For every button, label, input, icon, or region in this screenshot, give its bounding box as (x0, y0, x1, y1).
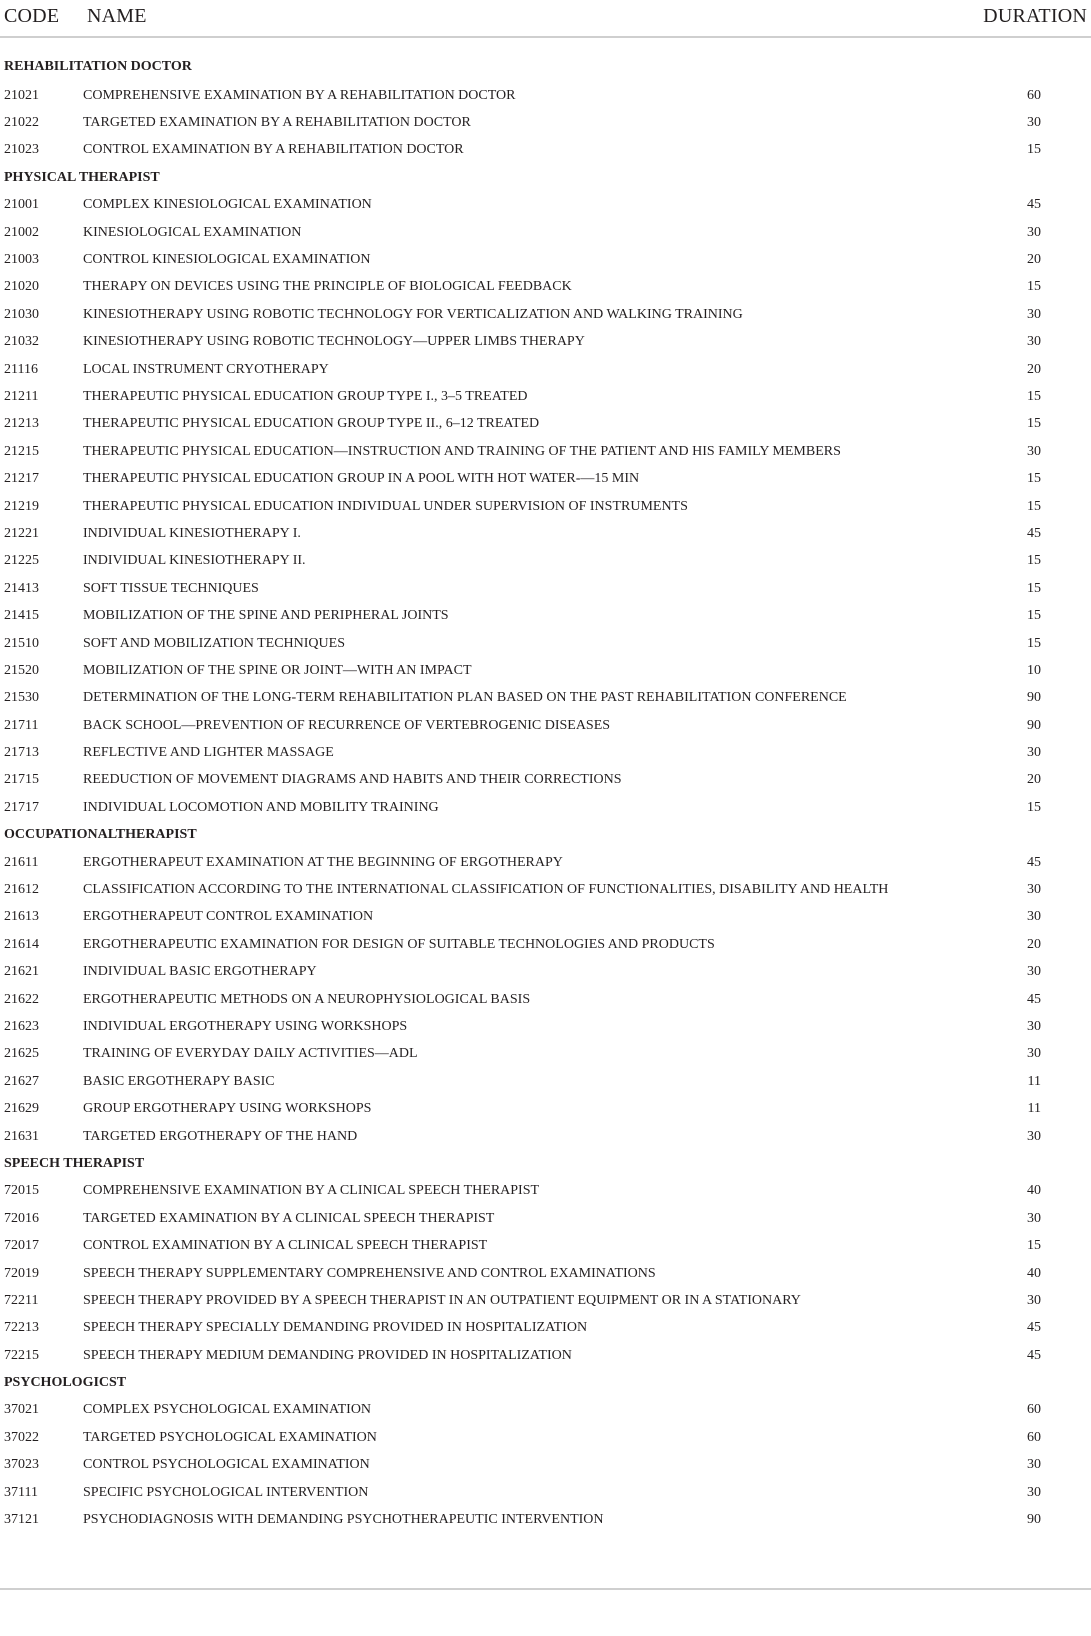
name-cell: TARGETED EXAMINATION BY A CLINICAL SPEECH THERAPIST (83, 1210, 495, 1226)
name-cell: INDIVIDUAL BASIC ERGOTHERAPY (83, 964, 317, 980)
table-row (0, 438, 1091, 465)
duration-cell: 30 (1027, 224, 1041, 240)
name-cell: INDIVIDUAL ERGOTHERAPY USING WORKSHOPS (83, 1018, 408, 1034)
table-row (0, 685, 1091, 712)
table-row (0, 329, 1091, 356)
code-cell: 21510 (4, 635, 39, 651)
name-cell: MOBILIZATION OF THE SPINE OR JOINT—WITH AN IMPACT (83, 662, 472, 678)
duration-cell: 30 (1027, 1484, 1041, 1500)
duration-cell: 15 (1027, 471, 1041, 487)
code-cell: 21003 (4, 252, 39, 268)
duration-cell: 15 (1027, 799, 1041, 815)
duration-cell: 45 (1027, 1320, 1041, 1336)
duration-cell: 15 (1027, 608, 1041, 624)
code-cell: 21614 (4, 936, 39, 952)
name-cell: KINESIOTHERAPY USING ROBOTIC TECHNOLOGY—UPPER LIMBS THERAPY (83, 334, 585, 350)
duration-cell: 15 (1027, 635, 1041, 651)
code-cell: 72016 (4, 1210, 39, 1226)
name-cell: THERAPEUTIC PHYSICAL EDUCATION GROUP TYPE I., 3–5 TREATED (83, 388, 528, 404)
code-cell: 21621 (4, 964, 39, 980)
table-row (0, 1095, 1091, 1122)
duration-cell: 11 (1027, 1101, 1041, 1117)
duration-cell: 15 (1027, 580, 1041, 596)
code-cell: 21215 (4, 443, 39, 459)
table-row (0, 246, 1091, 273)
duration-cell: 45 (1027, 854, 1041, 870)
group-header-row (0, 37, 1091, 82)
table-row (0, 548, 1091, 575)
table-row (0, 1287, 1091, 1314)
code-cell: 21530 (4, 690, 39, 706)
code-cell: 37121 (4, 1512, 39, 1528)
group-title: OCCUPATIONALTHERAPIST (4, 827, 197, 843)
name-cell: ERGOTHERAPEUTIC EXAMINATION FOR DESIGN OF SUITABLE TECHNOLOGIES AND PRODUCTS (83, 936, 715, 952)
group-header-row (0, 164, 1091, 191)
code-cell: 21023 (4, 142, 39, 158)
table-row (0, 959, 1091, 986)
name-cell: SPEECH THERAPY SUPPLEMENTARY COMPREHENSIVE AND CONTROL EXAMINATIONS (83, 1265, 656, 1281)
code-cell: 21213 (4, 416, 39, 432)
table-row (0, 219, 1091, 246)
group-title: PSYCHOLOGICST (4, 1375, 127, 1391)
code-cell: 21713 (4, 745, 39, 761)
table-row (0, 1041, 1091, 1068)
table-header-row (0, 0, 1091, 37)
code-cell: 21627 (4, 1073, 39, 1089)
table-row (0, 493, 1091, 520)
name-cell: THERAPEUTIC PHYSICAL EDUCATION GROUP TYPE II., 6–12 TREATED (83, 416, 540, 432)
table-row (0, 1232, 1091, 1259)
table-row (0, 1068, 1091, 1095)
duration-cell: 90 (1027, 690, 1041, 706)
table-row (0, 411, 1091, 438)
code-cell: 21629 (4, 1101, 39, 1117)
table-row (0, 383, 1091, 410)
table-row (0, 1205, 1091, 1232)
table-row (0, 767, 1091, 794)
name-cell: CLASSIFICATION ACCORDING TO THE INTERNATIONAL CLASSIFICATION OF FUNCTIONALITIES, DISABILITY AND HEALTH (83, 882, 889, 898)
table-row (0, 1452, 1091, 1479)
code-cell: 21217 (4, 471, 39, 487)
header-code: CODE (4, 5, 60, 27)
header-duration: DURATION (983, 5, 1087, 27)
duration-cell: 30 (1027, 745, 1041, 761)
table-row (0, 109, 1091, 136)
code-cell: 21032 (4, 334, 39, 350)
code-cell: 21631 (4, 1128, 39, 1144)
name-cell: BACK SCHOOL—PREVENTION OF RECURRENCE OF VERTEBROGENIC DISEASES (83, 717, 611, 733)
name-cell: COMPREHENSIVE EXAMINATION BY A CLINICAL SPEECH THERAPIST (83, 1183, 540, 1199)
name-cell: TARGETED ERGOTHERAPY OF THE HAND (83, 1128, 358, 1144)
table-row (0, 602, 1091, 629)
duration-cell: 30 (1027, 1018, 1041, 1034)
code-cell: 21022 (4, 115, 39, 131)
code-cell: 21623 (4, 1018, 39, 1034)
table-row (0, 794, 1091, 821)
name-cell: PSYCHODIAGNOSIS WITH DEMANDING PSYCHOTHERAPEUTIC INTERVENTION (83, 1512, 604, 1528)
name-cell: LOCAL INSTRUMENT CRYOTHERAPY (83, 361, 329, 377)
table-row (0, 1342, 1091, 1369)
code-cell: 72215 (4, 1347, 39, 1363)
name-cell: CONTROL EXAMINATION BY A CLINICAL SPEECH THERAPIST (83, 1238, 488, 1254)
code-cell: 21613 (4, 909, 39, 925)
code-cell: 21219 (4, 498, 39, 514)
table-row (0, 520, 1091, 547)
table-row (0, 657, 1091, 684)
code-cell: 21715 (4, 772, 39, 788)
duration-cell: 30 (1027, 443, 1041, 459)
duration-cell: 15 (1027, 388, 1041, 404)
duration-cell: 15 (1027, 142, 1041, 158)
code-cell: 72213 (4, 1320, 39, 1336)
duration-cell: 60 (1027, 87, 1041, 103)
table-row (0, 1506, 1091, 1533)
code-cell: 72211 (4, 1292, 39, 1308)
table-row (0, 82, 1091, 109)
name-cell: COMPLEX KINESIOLOGICAL EXAMINATION (83, 197, 372, 213)
name-cell: COMPLEX PSYCHOLOGICAL EXAMINATION (83, 1402, 372, 1418)
table-row (0, 1479, 1091, 1506)
table-row (0, 301, 1091, 328)
duration-cell: 90 (1027, 717, 1041, 733)
duration-cell: 30 (1027, 1046, 1041, 1062)
code-cell: 72017 (4, 1238, 39, 1254)
name-cell: TRAINING OF EVERYDAY DAILY ACTIVITIES—ADL (83, 1046, 418, 1062)
name-cell: MOBILIZATION OF THE SPINE AND PERIPHERAL JOINTS (83, 608, 449, 624)
duration-cell: 15 (1027, 553, 1041, 569)
duration-cell: 20 (1027, 772, 1041, 788)
duration-cell: 10 (1027, 662, 1041, 678)
duration-cell: 40 (1027, 1265, 1041, 1281)
duration-cell: 45 (1027, 1347, 1041, 1363)
table-row (0, 876, 1091, 903)
code-cell: 21711 (4, 717, 39, 733)
duration-cell: 15 (1027, 279, 1041, 295)
table-row (0, 849, 1091, 876)
group-header-row (0, 822, 1091, 849)
duration-cell: 15 (1027, 498, 1041, 514)
code-cell: 21225 (4, 553, 39, 569)
name-cell: GROUP ERGOTHERAPY USING WORKSHOPS (83, 1101, 372, 1117)
name-cell: SOFT AND MOBILIZATION TECHNIQUES (83, 635, 345, 651)
table-row (0, 1013, 1091, 1040)
name-cell: ERGOTHERAPEUT CONTROL EXAMINATION (83, 909, 374, 925)
duration-cell: 30 (1027, 1210, 1041, 1226)
duration-cell: 15 (1027, 416, 1041, 432)
name-cell: SPEECH THERAPY SPECIALLY DEMANDING PROVIDED IN HOSPITALIZATION (83, 1320, 588, 1336)
name-cell: TARGETED EXAMINATION BY A REHABILITATION DOCTOR (83, 115, 471, 131)
name-cell: ERGOTHERAPEUT EXAMINATION AT THE BEGINNING OF ERGOTHERAPY (83, 854, 563, 870)
group-title: SPEECH THERAPIST (4, 1155, 145, 1171)
duration-cell: 20 (1027, 361, 1041, 377)
name-cell: CONTROL EXAMINATION BY A REHABILITATION DOCTOR (83, 142, 464, 158)
group-header-row (0, 1369, 1091, 1396)
table-row (0, 904, 1091, 931)
code-cell: 21612 (4, 882, 39, 898)
duration-cell: 30 (1027, 1128, 1041, 1144)
duration-cell: 30 (1027, 334, 1041, 350)
table-row (0, 1178, 1091, 1205)
name-cell: BASIC ERGOTHERAPY BASIC (83, 1073, 275, 1089)
name-cell: CONTROL PSYCHOLOGICAL EXAMINATION (83, 1457, 370, 1473)
name-cell: SPEECH THERAPY MEDIUM DEMANDING PROVIDED IN HOSPITALIZATION (83, 1347, 572, 1363)
code-cell: 37111 (4, 1484, 38, 1500)
duration-cell: 15 (1027, 1238, 1041, 1254)
name-cell: INDIVIDUAL LOCOMOTION AND MOBILITY TRAINING (83, 799, 439, 815)
group-header-row (0, 1150, 1091, 1177)
code-cell: 21520 (4, 662, 39, 678)
name-cell: INDIVIDUAL KINESIOTHERAPY I. (83, 525, 301, 541)
name-cell: TARGETED PSYCHOLOGICAL EXAMINATION (83, 1429, 377, 1445)
code-cell: 21030 (4, 306, 39, 322)
duration-cell: 20 (1027, 252, 1041, 268)
code-cell: 21021 (4, 87, 39, 103)
name-cell: REEDUCTION OF MOVEMENT DIAGRAMS AND HABITS AND THEIR CORRECTIONS (83, 772, 622, 788)
table-row (0, 356, 1091, 383)
code-cell: 37021 (4, 1402, 39, 1418)
duration-cell: 60 (1027, 1402, 1041, 1418)
table-row (0, 465, 1091, 492)
duration-cell: 30 (1027, 964, 1041, 980)
table-body (0, 37, 1091, 1534)
code-cell: 21622 (4, 991, 39, 1007)
header-name: NAME (87, 5, 147, 27)
name-cell: THERAPEUTIC PHYSICAL EDUCATION GROUP IN A POOL WITH HOT WATER-—15 MIN (83, 471, 640, 487)
name-cell: THERAPEUTIC PHYSICAL EDUCATION INDIVIDUAL UNDER SUPERVISION OF INSTRUMENTS (83, 498, 688, 514)
table-row (0, 986, 1091, 1013)
group-title: REHABILITATION DOCTOR (4, 59, 192, 74)
name-cell: CONTROL KINESIOLOGICAL EXAMINATION (83, 252, 371, 268)
duration-cell: 45 (1027, 197, 1041, 213)
name-cell: SPECIFIC PSYCHOLOGICAL INTERVENTION (83, 1484, 369, 1500)
code-cell: 72019 (4, 1265, 39, 1281)
bottom-rule (0, 1588, 1091, 1590)
table-row (0, 931, 1091, 958)
name-cell: SPEECH THERAPY PROVIDED BY A SPEECH THERAPIST IN AN OUTPATIENT EQUIPMENT OR IN A STATIONARY (83, 1292, 801, 1308)
name-cell: ERGOTHERAPEUTIC METHODS ON A NEUROPHYSIOLOGICAL BASIS (83, 991, 531, 1007)
duration-cell: 40 (1027, 1183, 1041, 1199)
table-row (0, 274, 1091, 301)
code-cell: 21002 (4, 224, 39, 240)
duration-cell: 20 (1027, 936, 1041, 952)
code-cell: 21116 (4, 361, 38, 377)
name-cell: REFLECTIVE AND LIGHTER MASSAGE (83, 745, 334, 761)
table-row (0, 137, 1091, 164)
code-cell: 21415 (4, 608, 39, 624)
code-cell: 37022 (4, 1429, 39, 1445)
table-row (0, 575, 1091, 602)
duration-cell: 30 (1027, 1292, 1041, 1308)
duration-cell: 11 (1027, 1073, 1041, 1089)
code-cell: 72015 (4, 1183, 39, 1199)
name-cell: THERAPEUTIC PHYSICAL EDUCATION—INSTRUCTION AND TRAINING OF THE PATIENT AND HIS FAMILY MEMBERS (83, 443, 841, 459)
code-cell: 37023 (4, 1457, 39, 1473)
duration-cell: 60 (1027, 1429, 1041, 1445)
table-row (0, 1123, 1091, 1150)
table-row (0, 1315, 1091, 1342)
duration-cell: 45 (1027, 525, 1041, 541)
duration-cell: 30 (1027, 306, 1041, 322)
name-cell: COMPREHENSIVE EXAMINATION BY A REHABILITATION DOCTOR (83, 87, 516, 103)
code-cell: 21611 (4, 854, 39, 870)
name-cell: DETERMINATION OF THE LONG-TERM REHABILITATION PLAN BASED ON THE PAST REHABILITATION CONFERENCE (83, 690, 847, 706)
code-cell: 21001 (4, 197, 39, 213)
name-cell: KINESIOLOGICAL EXAMINATION (83, 224, 302, 240)
table-row (0, 1424, 1091, 1451)
code-cell: 21717 (4, 799, 39, 815)
table-row (0, 1260, 1091, 1287)
name-cell: THERAPY ON DEVICES USING THE PRINCIPLE OF BIOLOGICAL FEEDBACK (83, 279, 572, 295)
name-cell: SOFT TISSUE TECHNIQUES (83, 580, 259, 596)
table-row (0, 192, 1091, 219)
duration-cell: 30 (1027, 882, 1041, 898)
name-cell: KINESIOTHERAPY USING ROBOTIC TECHNOLOGY FOR VERTICALIZATION AND WALKING TRAINING (83, 306, 743, 322)
duration-cell: 30 (1027, 909, 1041, 925)
table-row (0, 630, 1091, 657)
name-cell: INDIVIDUAL KINESIOTHERAPY II. (83, 553, 306, 569)
duration-cell: 90 (1027, 1512, 1041, 1528)
table-row (0, 739, 1091, 766)
code-cell: 21020 (4, 279, 39, 295)
code-cell: 21211 (4, 388, 39, 404)
code-cell: 21413 (4, 580, 39, 596)
table-row (0, 712, 1091, 739)
code-cell: 21221 (4, 525, 39, 541)
duration-cell: 30 (1027, 1457, 1041, 1473)
duration-cell: 30 (1027, 115, 1041, 131)
code-cell: 21625 (4, 1046, 39, 1062)
group-title: PHYSICAL THERAPIST (4, 169, 160, 185)
table-row (0, 1397, 1091, 1424)
duration-cell: 45 (1027, 991, 1041, 1007)
